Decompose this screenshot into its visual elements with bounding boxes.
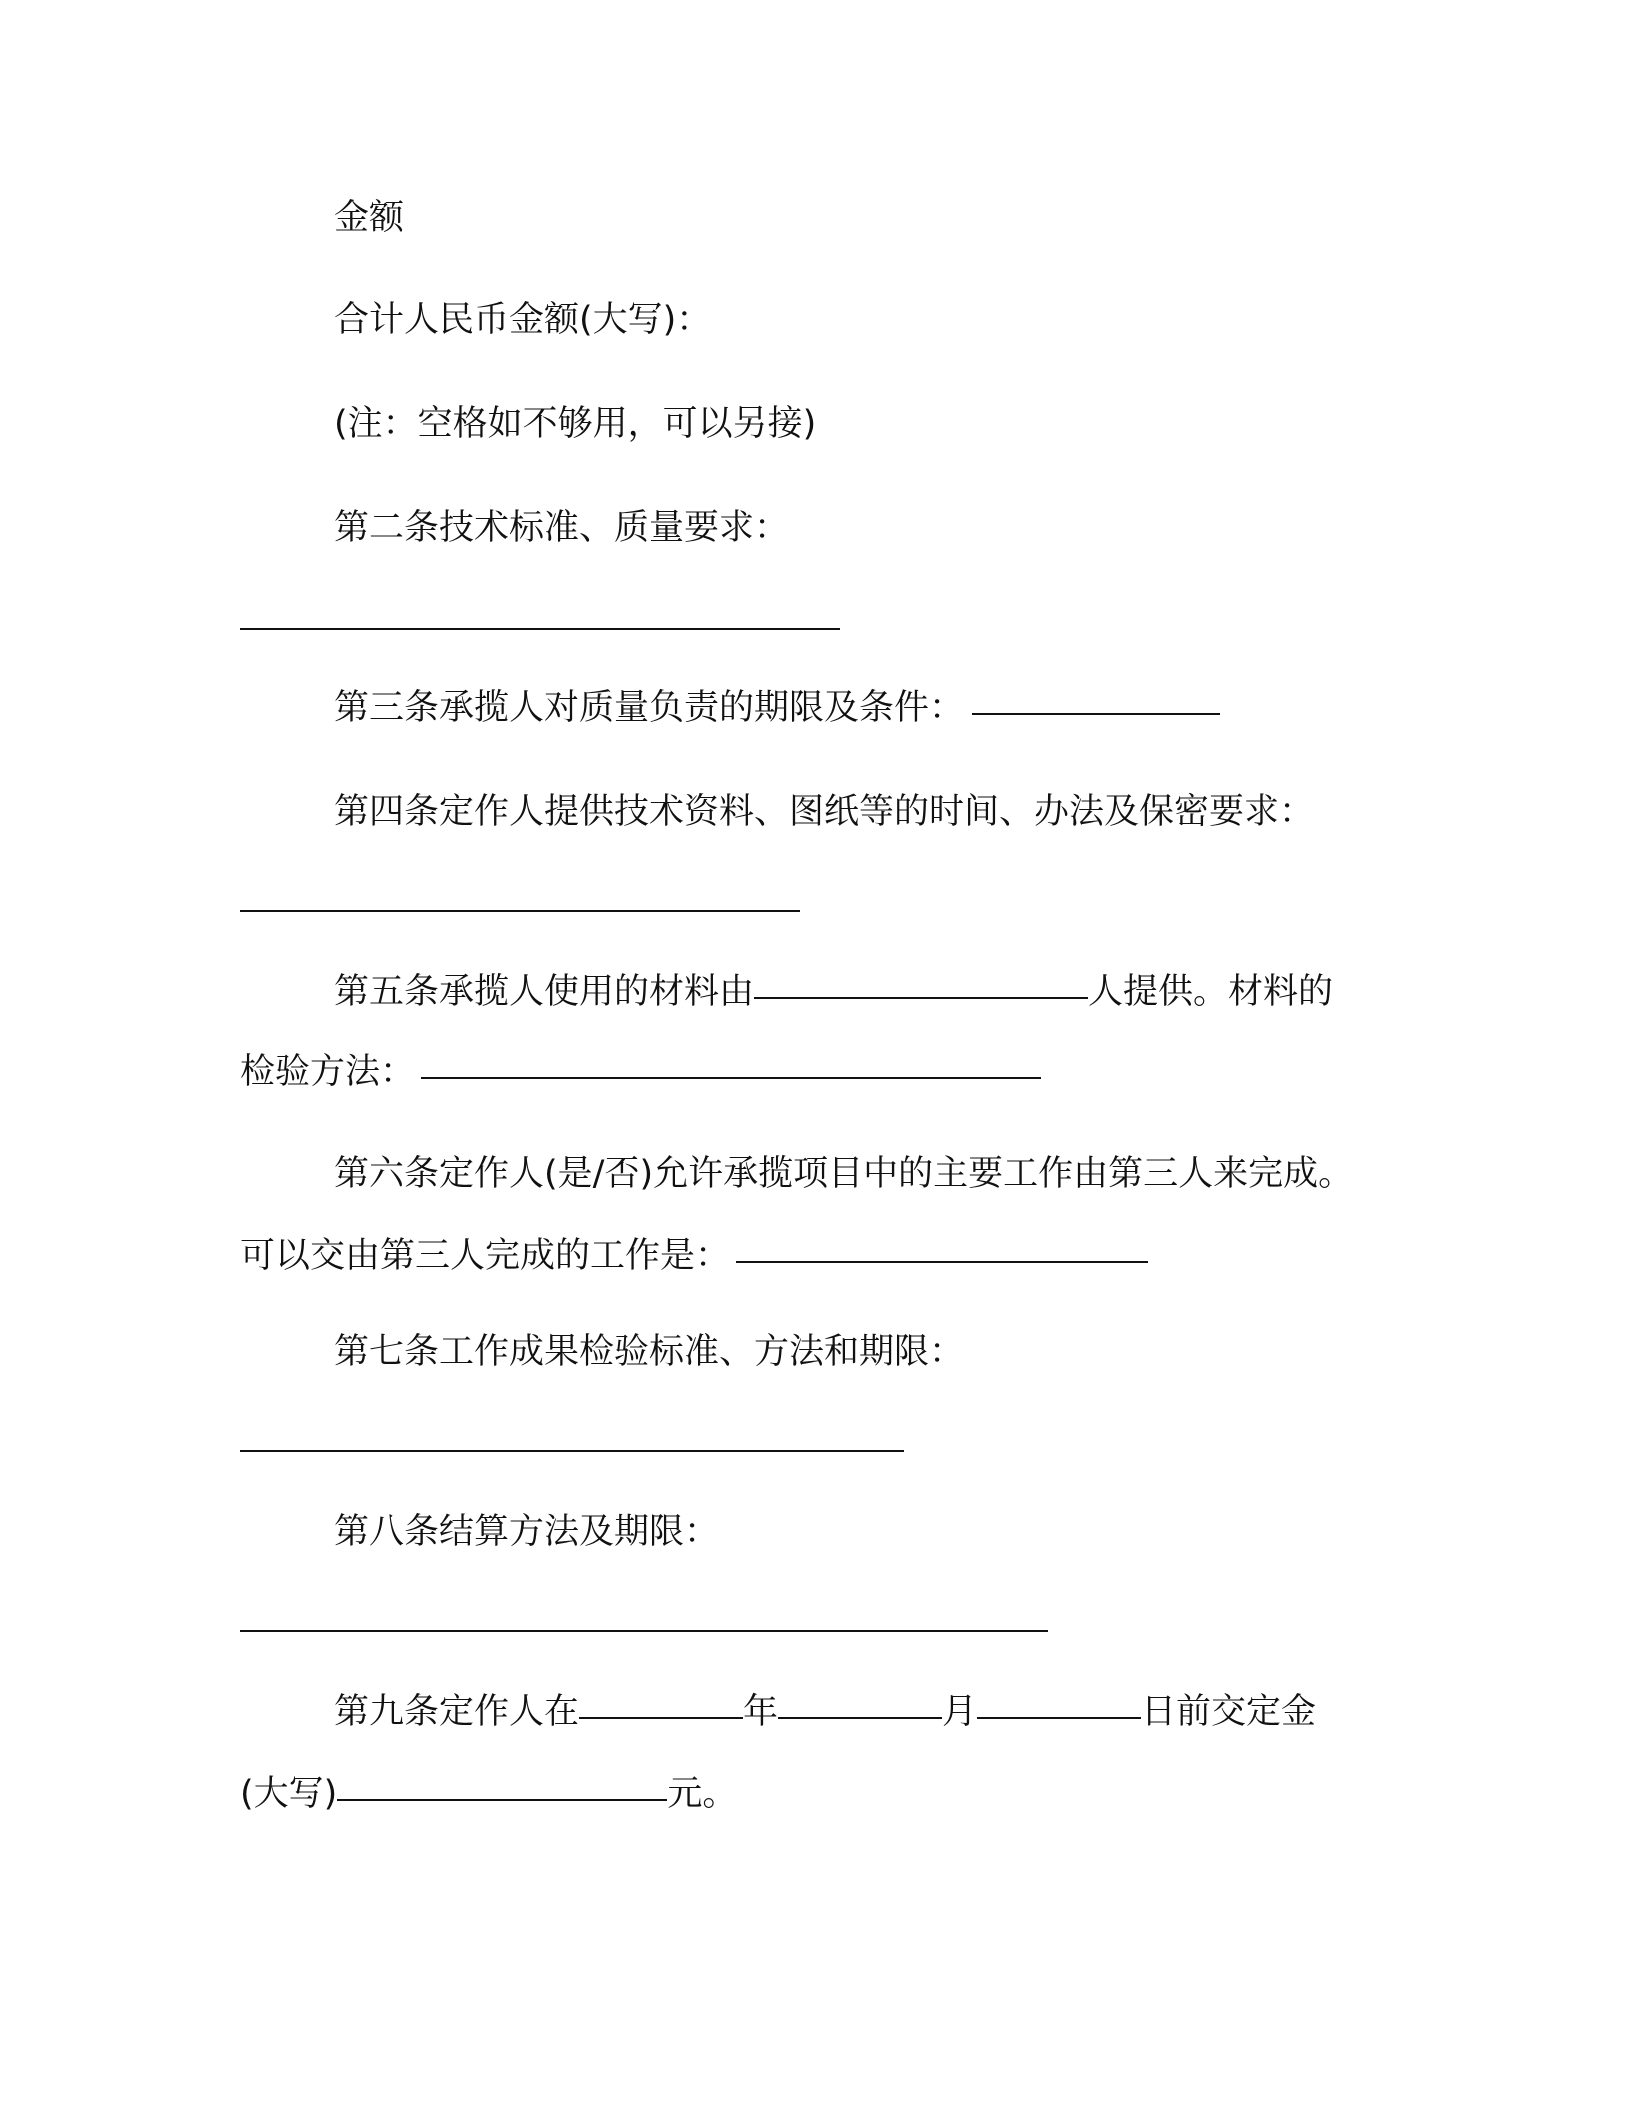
clause-9-yuan-label: 元。 <box>667 1774 738 1814</box>
clause-3-text: 第三条承揽人对质量负责的期限及条件： <box>334 688 965 728</box>
clause-9-text-d: 日前交定金 <box>1141 1692 1317 1732</box>
text-note: (注：空格如不够用，可以另接) <box>334 404 817 444</box>
clause-5-line-2 <box>240 1050 1041 1094</box>
clause-8-blank-line <box>240 1630 1048 1632</box>
clause-5-text-b: 人提供。材料的 <box>1088 972 1334 1012</box>
clause-7-heading: 第七条工作成果检验标准、方法和期限： <box>334 1332 965 1372</box>
clause-9-year-label: 年 <box>743 1692 779 1732</box>
clause-9-day-blank <box>977 1716 1141 1719</box>
clause-9-line-1 <box>334 1690 1316 1734</box>
clause-8-heading: 第八条结算方法及期限： <box>334 1512 720 1552</box>
clause-5-line-1 <box>334 970 1333 1014</box>
clause-4-blank-line <box>240 910 800 912</box>
clause-5-inspection-blank <box>421 1076 1041 1079</box>
text-total-rmb: 合计人民币金额(大写)： <box>334 300 712 340</box>
clause-9-amount-blank <box>337 1798 667 1801</box>
clause-2-blank-line <box>240 628 840 630</box>
clause-6-blank <box>736 1260 1148 1263</box>
clause-9-line-2 <box>240 1772 737 1816</box>
clause-6-line-1: 第六条定作人(是/否)允许承揽项目中的主要工作由第三人来完成。 <box>334 1154 1354 1194</box>
clause-9-capital-label: (大写) <box>240 1774 338 1814</box>
clause-5-text-a: 第五条承揽人使用的材料由 <box>334 972 755 1012</box>
clause-2-heading: 第二条技术标准、质量要求： <box>334 508 790 548</box>
clause-9-month-label: 月 <box>942 1692 978 1732</box>
clause-6-text: 可以交由第三人完成的工作是： <box>240 1236 731 1276</box>
clause-4-heading: 第四条定作人提供技术资料、图纸等的时间、办法及保密要求： <box>334 792 1315 832</box>
clause-3-line <box>334 686 1220 730</box>
clause-9-text-a: 第九条定作人在 <box>334 1692 580 1732</box>
clause-3-blank <box>972 712 1220 715</box>
clause-6-line-2 <box>240 1234 1148 1278</box>
text-amount: 金额 <box>334 198 405 238</box>
clause-5-inspection-text: 检验方法： <box>240 1052 416 1092</box>
clause-9-year-blank <box>579 1716 743 1719</box>
clause-5-supplier-blank <box>754 996 1088 999</box>
clause-9-month-blank <box>778 1716 942 1719</box>
clause-7-blank-line <box>240 1450 904 1452</box>
